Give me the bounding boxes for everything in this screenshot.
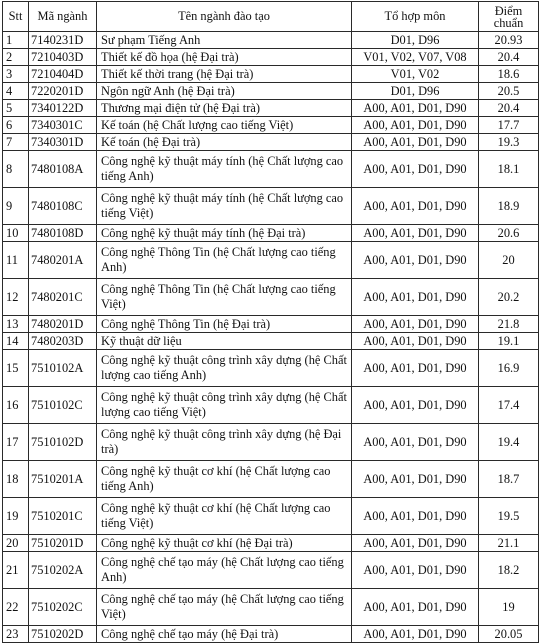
table-row [3,188,539,225]
row-major-code: 7510202C [29,589,97,626]
table-row [3,83,539,100]
row-major-code: 7340301C [29,117,97,134]
row-subject-combination: A00, A01, D01, D90 [352,552,479,589]
row-major-code: 7340301D [29,134,97,151]
row-cutoff-score: 21.8 [479,316,539,333]
row-major-name: Thiết kế đồ họa (hệ Đại trà) [97,49,352,66]
table-row [3,49,539,66]
row-major-name: Ngôn ngữ Anh (hệ Đại trà) [97,83,352,100]
table-row [3,461,539,498]
row-major-name: Công nghệ Thông Tin (hệ Đại trà) [97,316,352,333]
row-subject-combination: A00, A01, D01, D90 [352,134,479,151]
row-major-name: Công nghệ Thông Tin (hệ Chất lượng cao tiếng Anh) [97,242,352,279]
table-row [3,225,539,242]
row-subject-combination: A00, A01, D01, D90 [352,535,479,552]
header-code: Mã ngành [29,2,97,32]
row-major-name: Công nghệ chế tạo máy (hệ Chất lượng cao tiếng Việt) [97,589,352,626]
row-cutoff-score: 20.5 [479,83,539,100]
row-subject-combination: A00, A01, D01, D90 [352,589,479,626]
row-major-code: 7480203D [29,333,97,350]
row-major-name: Thiết kế thời trang (hệ Đại trà) [97,66,352,83]
table-row [3,589,539,626]
row-major-code: 7480108D [29,225,97,242]
row-cutoff-score: 17.7 [479,117,539,134]
row-major-code: 7510102A [29,350,97,387]
row-major-code: 7210403D [29,49,97,66]
table-row [3,100,539,117]
row-stt: 7 [3,134,29,151]
table-row [3,626,539,643]
table-row [3,134,539,151]
row-major-code: 7510202A [29,552,97,589]
row-subject-combination: A00, A01, D01, D90 [352,461,479,498]
table-row [3,279,539,316]
row-subject-combination: A00, A01, D01, D90 [352,424,479,461]
row-stt: 2 [3,49,29,66]
row-subject-combination: A00, A01, D01, D90 [352,350,479,387]
row-subject-combination: D01, D96 [352,83,479,100]
header-score: Điểm chuẩn [479,2,539,32]
row-stt: 3 [3,66,29,83]
row-major-name: Công nghệ kỹ thuật cơ khí (hệ Đại trà) [97,535,352,552]
row-subject-combination: D01, D96 [352,32,479,49]
row-subject-combination: A00, A01, D01, D90 [352,279,479,316]
row-subject-combination: V01, V02, V07, V08 [352,49,479,66]
row-stt: 12 [3,279,29,316]
row-stt: 11 [3,242,29,279]
row-major-name: Công nghệ kỹ thuật công trình xây dựng (hệ Chất lượng cao tiếng Anh) [97,350,352,387]
row-cutoff-score: 19.1 [479,333,539,350]
row-major-code: 7510201A [29,461,97,498]
row-stt: 5 [3,100,29,117]
row-stt: 17 [3,424,29,461]
row-cutoff-score: 20.93 [479,32,539,49]
row-subject-combination: A00, A01, D01, D90 [352,333,479,350]
row-stt: 8 [3,151,29,188]
row-major-name: Kế toán (hệ Đại trà) [97,134,352,151]
row-major-name: Công nghệ kỹ thuật cơ khí (hệ Chất lượng cao tiếng Anh) [97,461,352,498]
row-major-name: Kỹ thuật dữ liệu [97,333,352,350]
table-row [3,387,539,424]
row-cutoff-score: 19.5 [479,498,539,535]
row-stt: 14 [3,333,29,350]
row-subject-combination: A00, A01, D01, D90 [352,387,479,424]
row-major-code: 7210404D [29,66,97,83]
row-major-name: Công nghệ kỹ thuật cơ khí (hệ Chất lượng cao tiếng Việt) [97,498,352,535]
row-major-name: Công nghệ chế tạo máy (hệ Chất lượng cao tiếng Anh) [97,552,352,589]
admission-score-table [2,1,539,643]
row-major-name: Sư phạm Tiếng Anh [97,32,352,49]
row-cutoff-score: 16.9 [479,350,539,387]
row-cutoff-score: 19.3 [479,134,539,151]
row-stt: 10 [3,225,29,242]
table-header [3,2,539,32]
row-major-name: Công nghệ kỹ thuật công trình xây dựng (hệ Chất lượng cao tiếng Việt) [97,387,352,424]
row-stt: 6 [3,117,29,134]
row-major-name: Thương mại điện tử (hệ Đại trà) [97,100,352,117]
row-cutoff-score: 20 [479,242,539,279]
row-cutoff-score: 21.1 [479,535,539,552]
row-major-code: 7480201C [29,279,97,316]
row-cutoff-score: 20.4 [479,49,539,66]
row-stt: 22 [3,589,29,626]
row-subject-combination: A00, A01, D01, D90 [352,225,479,242]
row-subject-combination: A00, A01, D01, D90 [352,188,479,225]
row-subject-combination: A00, A01, D01, D90 [352,151,479,188]
row-stt: 21 [3,552,29,589]
row-subject-combination: A00, A01, D01, D90 [352,117,479,134]
row-major-code: 7510202D [29,626,97,643]
row-major-code: 7510102D [29,424,97,461]
row-subject-combination: A00, A01, D01, D90 [352,242,479,279]
table-row [3,151,539,188]
header-stt: Stt [3,2,29,32]
header-row [3,2,539,32]
row-major-code: 7340122D [29,100,97,117]
table-row [3,498,539,535]
table-row [3,535,539,552]
table-row [3,350,539,387]
row-subject-combination: A00, A01, D01, D90 [352,100,479,117]
row-cutoff-score: 18.6 [479,66,539,83]
row-subject-combination: A00, A01, D01, D90 [352,626,479,643]
row-subject-combination: A00, A01, D01, D90 [352,316,479,333]
row-subject-combination: A00, A01, D01, D90 [352,498,479,535]
row-major-code: 7480201A [29,242,97,279]
row-major-code: 7480201D [29,316,97,333]
row-major-name: Công nghệ kỹ thuật máy tính (hệ Chất lượng cao tiếng Việt) [97,188,352,225]
table-row [3,32,539,49]
row-cutoff-score: 20.4 [479,100,539,117]
row-cutoff-score: 18.2 [479,552,539,589]
row-cutoff-score: 20.6 [479,225,539,242]
row-stt: 19 [3,498,29,535]
header-combo: Tổ hợp môn [352,2,479,32]
table-row [3,242,539,279]
row-major-name: Công nghệ kỹ thuật máy tính (hệ Đại trà) [97,225,352,242]
row-major-code: 7510201D [29,535,97,552]
table-row [3,316,539,333]
row-cutoff-score: 17.4 [479,387,539,424]
row-stt: 13 [3,316,29,333]
row-major-name: Công nghệ kỹ thuật công trình xây dựng (hệ Đại trà) [97,424,352,461]
row-major-name: Công nghệ Thông Tin (hệ Chất lượng cao tiếng Việt) [97,279,352,316]
row-stt: 18 [3,461,29,498]
row-stt: 20 [3,535,29,552]
row-major-code: 7480108C [29,188,97,225]
row-stt: 16 [3,387,29,424]
row-stt: 15 [3,350,29,387]
row-major-code: 7220201D [29,83,97,100]
row-cutoff-score: 20.2 [479,279,539,316]
row-major-name: Công nghệ chế tạo máy (hệ Đại trà) [97,626,352,643]
row-subject-combination: V01, V02 [352,66,479,83]
row-cutoff-score: 20.05 [479,626,539,643]
table-row [3,66,539,83]
row-cutoff-score: 18.9 [479,188,539,225]
row-major-code: 7510201C [29,498,97,535]
table-row [3,424,539,461]
row-cutoff-score: 18.7 [479,461,539,498]
row-major-name: Kế toán (hệ Chất lượng cao tiếng Việt) [97,117,352,134]
table-body [3,32,539,643]
table-row [3,333,539,350]
table-row [3,552,539,589]
header-major: Tên ngành đào tạo [97,2,352,32]
row-cutoff-score: 19.4 [479,424,539,461]
row-major-code: 7510102C [29,387,97,424]
row-major-code: 7140231D [29,32,97,49]
row-stt: 1 [3,32,29,49]
row-major-name: Công nghệ kỹ thuật máy tính (hệ Chất lượng cao tiếng Anh) [97,151,352,188]
row-stt: 23 [3,626,29,643]
row-stt: 9 [3,188,29,225]
row-cutoff-score: 19 [479,589,539,626]
row-stt: 4 [3,83,29,100]
row-cutoff-score: 18.1 [479,151,539,188]
row-major-code: 7480108A [29,151,97,188]
table-row [3,117,539,134]
